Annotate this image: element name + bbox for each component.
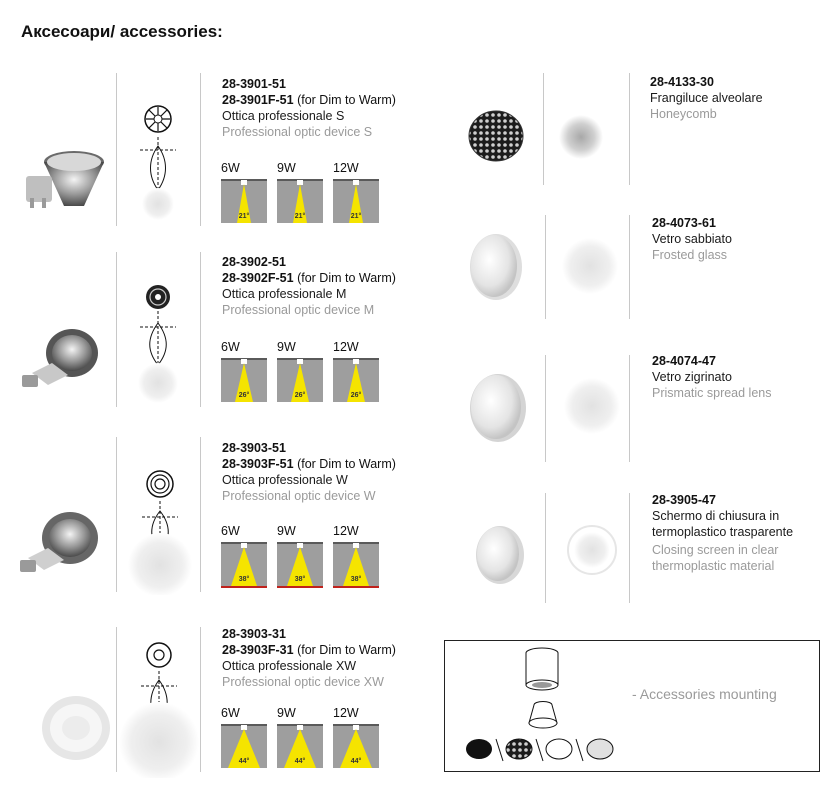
product-name-it-line2: termoplastico trasparente bbox=[652, 525, 794, 539]
beam-angle-value: 44° bbox=[238, 758, 250, 765]
red-baseline bbox=[333, 586, 379, 588]
beam-angle-diagram bbox=[277, 542, 323, 586]
beam-angle-diagram bbox=[333, 724, 379, 768]
wattage-label: 9W bbox=[277, 524, 296, 538]
product-code-dim-to-warm: 28-3901F-51 (for Dim to Warm) bbox=[222, 93, 396, 107]
accessories-mounting-box bbox=[444, 640, 820, 772]
divider bbox=[629, 215, 630, 319]
beam-angle-diagram bbox=[277, 358, 323, 402]
prismatic-lens-photo-icon bbox=[468, 372, 528, 444]
beam-angle-value: 38° bbox=[238, 576, 250, 583]
wattage-label: 12W bbox=[333, 524, 359, 538]
beam-angle-value: 21° bbox=[238, 213, 250, 220]
divider bbox=[545, 215, 546, 319]
product-name-it: Ottica professionale M bbox=[222, 287, 347, 301]
divider bbox=[545, 493, 546, 603]
product-name-en: Professional optic device W bbox=[222, 489, 376, 503]
beam-angle-value: 26° bbox=[238, 392, 250, 399]
beam-angle-value: 44° bbox=[350, 758, 362, 765]
divider bbox=[545, 355, 546, 462]
product-name-it: Ottica professionale S bbox=[222, 109, 345, 123]
beam-angle-diagram bbox=[221, 724, 267, 768]
beam-angle-value: 38° bbox=[294, 576, 306, 583]
product-code: 28-3901-51 bbox=[222, 77, 286, 91]
product-code: 28-4074-47 bbox=[652, 354, 716, 368]
beam-angle-value: 21° bbox=[350, 213, 362, 220]
beam-angle-diagram bbox=[333, 358, 379, 402]
honeycomb-photo-icon bbox=[466, 106, 526, 166]
reflector-photo-icon bbox=[14, 504, 110, 584]
divider bbox=[200, 73, 201, 226]
product-name-en: Prismatic spread lens bbox=[652, 386, 772, 400]
beam-angle-diagram bbox=[333, 542, 379, 586]
beam-angle-value: 44° bbox=[294, 758, 306, 765]
wattage-label: 12W bbox=[333, 161, 359, 175]
product-name-it: Frangiluce alveolare bbox=[650, 91, 763, 105]
divider bbox=[629, 73, 630, 185]
product-code-dim-to-warm: 28-3903F-31 (for Dim to Warm) bbox=[222, 643, 396, 657]
wattage-label: 6W bbox=[221, 340, 240, 354]
product-code-dim-to-warm: 28-3903F-51 (for Dim to Warm) bbox=[222, 457, 396, 471]
product-name-it: Ottica professionale W bbox=[222, 473, 348, 487]
product-name-en: Professional optic device S bbox=[222, 125, 373, 139]
product-code: 28-3903-31 bbox=[222, 627, 286, 641]
divider bbox=[116, 252, 117, 407]
reflector-insert-icon bbox=[525, 699, 561, 731]
beam-angle-diagram bbox=[221, 358, 267, 402]
product-code: 28-3905-47 bbox=[652, 493, 716, 507]
wattage-label: 6W bbox=[221, 524, 240, 538]
beam-angle-diagram bbox=[277, 179, 323, 223]
accessories-mounting-label: - Accessories mounting bbox=[632, 686, 777, 702]
product-name-en: Professional optic device M bbox=[222, 303, 375, 317]
product-name-en: Frosted glass bbox=[652, 248, 728, 262]
product-code: 28-3903-51 bbox=[222, 441, 286, 455]
product-name-en: Honeycomb bbox=[650, 107, 717, 121]
wattage-label: 12W bbox=[333, 340, 359, 354]
optic-diagram-icon bbox=[134, 283, 182, 403]
wattage-label: 12W bbox=[333, 706, 359, 720]
wattage-label: 6W bbox=[221, 161, 240, 175]
beam-angle-value: 38° bbox=[350, 576, 362, 583]
divider bbox=[543, 73, 544, 185]
wattage-label: 9W bbox=[277, 340, 296, 354]
product-name-en-line1: Closing screen in clear bbox=[652, 543, 779, 557]
page-title: Аксесоари/ accessories: bbox=[21, 22, 223, 41]
honeycomb-light-icon bbox=[556, 112, 606, 162]
divider bbox=[200, 437, 201, 592]
beam-angle-diagram bbox=[221, 542, 267, 586]
red-baseline bbox=[221, 586, 267, 588]
product-code: 28-4073-61 bbox=[652, 216, 716, 230]
closing-screen-light-icon bbox=[566, 524, 618, 576]
product-code: 28-3902-51 bbox=[222, 255, 286, 269]
divider bbox=[116, 437, 117, 592]
red-baseline bbox=[277, 586, 323, 588]
product-name-en: Professional optic device XW bbox=[222, 675, 384, 689]
luminaire-body-icon bbox=[517, 645, 567, 697]
prismatic-lens-light-icon bbox=[562, 376, 622, 436]
product-name-en-line2: thermoplastic material bbox=[652, 559, 775, 573]
product-name-it: Vetro sabbiato bbox=[652, 232, 732, 246]
divider bbox=[116, 73, 117, 226]
wattage-label: 6W bbox=[221, 706, 240, 720]
beam-angle-value: 21° bbox=[294, 213, 306, 220]
optic-diagram-icon bbox=[134, 102, 182, 222]
frosted-glass-photo-icon bbox=[468, 232, 524, 302]
wattage-label: 9W bbox=[277, 161, 296, 175]
beam-angle-diagram bbox=[221, 179, 267, 223]
product-code: 28-4133-30 bbox=[650, 75, 714, 89]
divider bbox=[629, 493, 630, 603]
reflector-photo-icon bbox=[20, 148, 110, 228]
divider bbox=[200, 252, 201, 407]
frosted-glass-light-icon bbox=[560, 236, 620, 296]
reflector-photo-icon bbox=[26, 690, 114, 770]
optic-diagram-icon bbox=[116, 638, 202, 778]
beam-angle-value: 26° bbox=[294, 392, 306, 399]
divider bbox=[629, 355, 630, 462]
product-code-dim-to-warm: 28-3902F-51 (for Dim to Warm) bbox=[222, 271, 396, 285]
reflector-photo-icon bbox=[12, 323, 112, 403]
closing-screen-photo-icon bbox=[474, 524, 526, 586]
accessory-sequence-icon bbox=[463, 735, 619, 763]
beam-angle-value: 26° bbox=[350, 392, 362, 399]
beam-angle-diagram bbox=[333, 179, 379, 223]
product-name-it: Vetro zigrinato bbox=[652, 370, 732, 384]
product-name-it-line1: Schermo di chiusura in bbox=[652, 509, 780, 523]
beam-angle-diagram bbox=[277, 724, 323, 768]
optic-diagram-icon bbox=[126, 469, 198, 595]
product-name-it: Ottica professionale XW bbox=[222, 659, 357, 673]
wattage-label: 9W bbox=[277, 706, 296, 720]
